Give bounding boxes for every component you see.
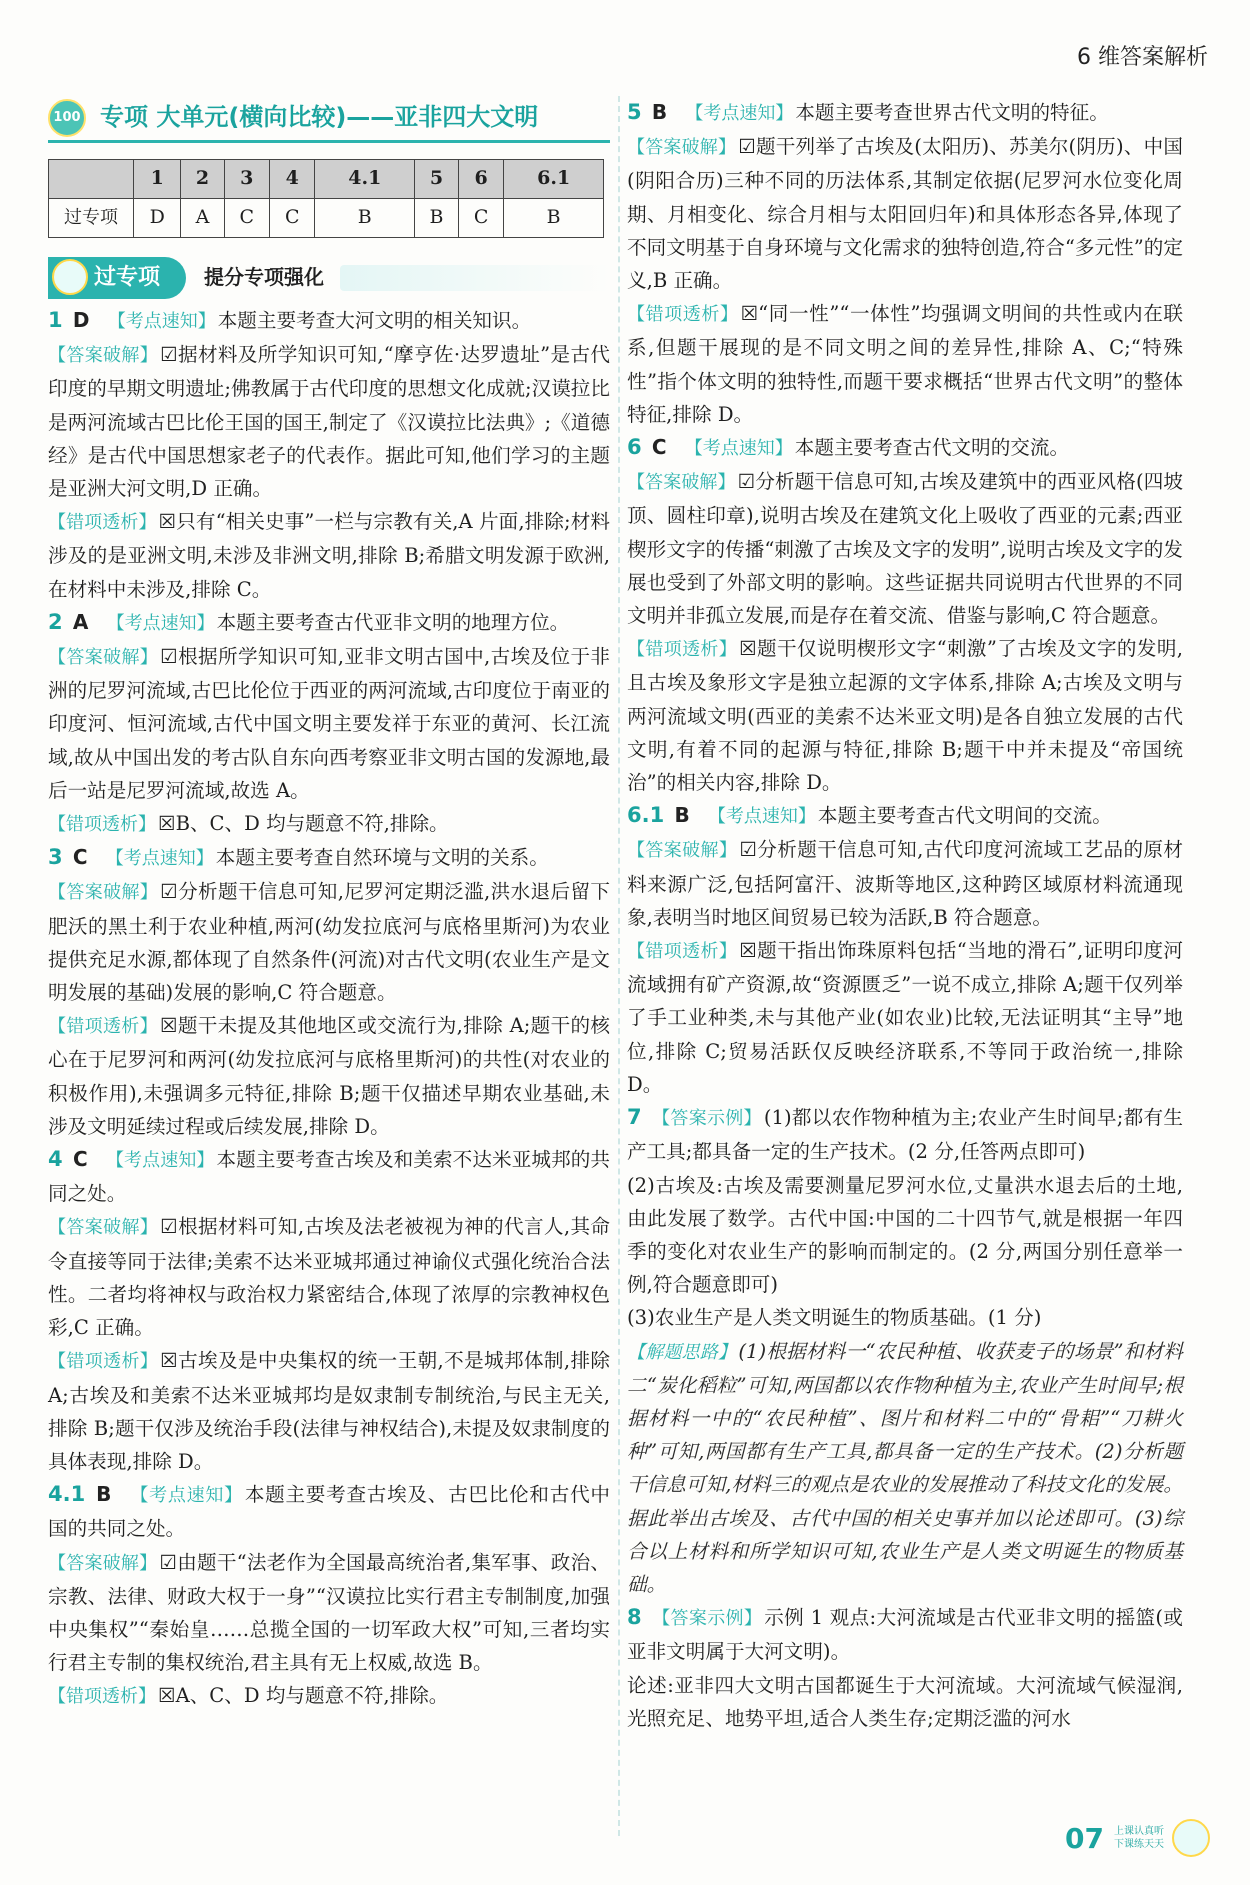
question-text: ☑根据所学知识可知,亚非文明古国中,古埃及位于非洲的尼罗河流域,古巴比伦位于西亚的两河流域,古印度位于南亚的印度河、恒河流域,古代中国文明主要发祥于东亚的黄河、长江流域,故从中国出发的考古队自东向西考察亚非文明古国的发源地,最后一站是尼罗河流域,故选 A。 <box>48 645 610 802</box>
answer-table-header <box>49 160 604 199</box>
question-number: 3 <box>48 845 63 870</box>
question-answer: C <box>72 845 88 870</box>
tag-label: 【考点速知】 <box>130 1485 243 1507</box>
question-text: 示例 1 观点:大河流域是古代亚非文明的摇篮(或亚非文明属于大河文明)。 <box>627 1606 1184 1664</box>
question-text: ☑题干列举了古埃及(太阳历)、苏美尔(阴历)、中国(阴阳合历)三种不同的历法体系,其制定依据(尼罗河水位变化周期、月相变化、综合月相与太阳回归年)和具体形态各异,体现了不同文明基于自身环境与文化需求的独特创造,符合“多元性”的定义,B 正确。 <box>627 135 1183 293</box>
question-block <box>48 1210 610 1344</box>
footer-slogan <box>1114 1825 1164 1851</box>
tag-label: 【考点速知】 <box>685 103 794 124</box>
table-header-cell: 6 <box>458 160 503 199</box>
table-cell: C <box>224 199 269 238</box>
answer-table-row <box>49 199 604 238</box>
banner-decoration <box>340 265 610 291</box>
question-number: 1 <box>48 308 63 332</box>
table-cell: D <box>134 199 181 238</box>
header-title: 6 维答案解析 <box>1077 45 1208 70</box>
tag-label: 【答案破解】 <box>48 345 159 367</box>
question-number: 4.1 <box>48 1482 86 1507</box>
question-block <box>627 799 1183 833</box>
table-cell: C <box>458 199 503 238</box>
footer-slogan-line: 下课练天天 <box>1114 1839 1164 1850</box>
footer-slogan-line: 上课认真听 <box>1114 1826 1164 1837</box>
tag-label: 【考点速知】 <box>684 438 793 460</box>
table-header-cell: 1 <box>134 160 181 199</box>
question-text: ☑据材料及所学知识可知,“摩亨佐·达罗遗址”是古代印度的早期文明遗址;佛教属于古代印度的思想文化成就;汉谟拉比是两河流域古巴比伦王国的国王,制定了《汉谟拉比法典》;《道德经》是古代中国思想家老子的代表作。据此可知,他们学习的主题是亚洲大河文明,D 正确。 <box>48 343 611 501</box>
question-block <box>48 1546 610 1680</box>
question-text: 本题主要考查世界古代文明的特征。 <box>795 101 1109 124</box>
question-block <box>48 1478 610 1545</box>
question-text: 本题主要考查自然环境与文明的关系。 <box>215 846 549 870</box>
question-block <box>48 1143 610 1210</box>
question-text: ☑分析题干信息可知,尼罗河定期泛滥,洪水退后留下肥沃的黑土利于农业种植,两河(幼发拉底河与底格里斯河)为农业提供充足水源,都体现了自然条件(河流)对古代文明(农业生产是文明发展的基础)发展的影响,C 符合题意。 <box>48 880 610 1005</box>
question-block <box>48 505 610 606</box>
section-title <box>48 96 610 143</box>
tag-label: 【错项透析】 <box>48 512 157 534</box>
question-text: ☒题干指出饰珠原料包括“当地的滑石”,证明印度河流域拥有矿产资源,故“资源匮乏”一说不成立,排除 A;题干仅列举了手工业种类,未与其他产业(如农业)比较,无法证明其“主导”地位,排除 C;贸易活跃仅反映经济联系,不等同于政治统一,排除 D。 <box>627 939 1184 1096</box>
question-block <box>48 875 610 1009</box>
table-cell: A <box>181 199 224 238</box>
tag-label: 【错项透析】 <box>48 1351 159 1373</box>
question-text: ☒古埃及是中央集权的统一王朝,不是城邦体制,排除 A;古埃及和美索不达米亚城邦均是奴隶制专制统治,与民主无关,排除 B;题干仅涉及统治手段(法律与神权结合),未提及奴隶制度的具体表现,排除 D。 <box>48 1349 610 1473</box>
table-row-label: 过专项 <box>49 199 134 238</box>
question-number: 7 <box>627 1105 642 1130</box>
tag-label: 【错项透析】 <box>627 941 738 963</box>
question-answer: B <box>674 803 690 828</box>
table-header-cell: 2 <box>181 160 224 199</box>
question-block <box>48 1344 610 1478</box>
question-text: (3)农业生产是人类文明诞生的物质基础。(1 分) <box>627 1306 1042 1330</box>
question-block <box>627 1335 1183 1602</box>
question-answer: D <box>72 308 90 332</box>
question-answer: B <box>651 100 668 124</box>
question-text: 本题主要考查古埃及、古巴比伦和古代中国的共同之处。 <box>48 1483 611 1541</box>
question-answer: B <box>96 1482 112 1507</box>
tag-label: 【解题思路】 <box>627 1341 737 1363</box>
tag-label: 【答案示例】 <box>652 1108 762 1130</box>
question-text: 本题主要考查古代亚非文明的地理方位。 <box>216 610 570 634</box>
tag-label: 【考点速知】 <box>105 848 214 870</box>
question-block <box>627 297 1183 431</box>
question-number: 5 <box>627 100 642 124</box>
question-number: 8 <box>627 1605 642 1630</box>
question-answer: C <box>651 435 667 460</box>
table-header-cell: 5 <box>415 160 459 199</box>
question-block <box>48 841 610 875</box>
question-number: 2 <box>48 609 63 634</box>
question-number: 6 <box>627 435 642 460</box>
table-cell: B <box>415 199 459 238</box>
question-text: ☒A、C、D 均与题意不符,排除。 <box>158 1684 449 1708</box>
table-header-cell: 6.1 <box>504 160 604 199</box>
question-text: (2)古埃及:古埃及需要测量尼罗河水位,丈量洪水退去后的土地,由此发展了数学。古代中国:中国的二十四节气,就是根据一年四季的变化对农业生产的影响而制定的。(2 分,两国分别任意举一例,符合题意即可) <box>627 1173 1183 1297</box>
question-block <box>48 338 610 505</box>
question-block <box>48 640 610 807</box>
tag-label: 【答案破解】 <box>627 472 736 494</box>
tag-label: 【考点速知】 <box>707 806 816 828</box>
question-block <box>627 833 1183 934</box>
question-text: 本题主要考查古代文明间的交流。 <box>817 804 1112 828</box>
question-text: ☑根据材料可知,古埃及法老被视为神的代言人,其命令直接等同于法律;美索不达米亚城邦通过神谕仪式强化统治合法性。二者均将神权与政治权力紧密结合,体现了浓厚的宗教神权色彩,C 正确。 <box>48 1215 610 1340</box>
question-block <box>627 130 1183 297</box>
question-block <box>627 632 1183 799</box>
tag-label: 【错项透析】 <box>48 1686 156 1708</box>
question-text: ☒只有“相关史事”一栏与宗教有关,A 片面,排除;材料涉及的是亚洲文明,未涉及非洲文明,排除 B;希腊文明发源于欧洲,在材料中未涉及,排除 C。 <box>48 510 611 601</box>
question-text: ☒题干仅说明楔形文字“刺激”了古埃及文字的发明,且古埃及象形文字是独立起源的文字体系,排除 A;古埃及文明与两河流域文明(西亚的美索不达米亚文明)是各自独立发展的古代文明,有着不同的起源与特征,排除 B;题干中并未提及“帝国统治”的相关内容,排除 D。 <box>627 637 1184 795</box>
question-block <box>48 1009 610 1143</box>
question-block <box>627 96 1183 130</box>
tag-label: 【考点速知】 <box>107 311 216 332</box>
footer <box>1065 1819 1210 1857</box>
banner-subtitle: 提分专项强化 <box>204 265 325 290</box>
table-cell: B <box>504 199 604 238</box>
question-text: 论述:亚非四大文明古国都诞生于大河流域。大河流域气候湿润,光照充足、地势平坦,适合人类生存;定期泛滥的河水 <box>627 1673 1183 1730</box>
section-title-text: 专项 大单元(横向比较)——亚非四大文明 <box>100 103 539 132</box>
question-number: 6.1 <box>627 803 665 828</box>
question-text: (1)根据材料一“农民种植、收获麦子的场景”和材料二“炭化稻粒”可知,两国都以农作物种植为主,农业产生时间早;根据材料一中的“农民种植”、图片和材料二中的“骨耜”“刀耕火种”可知,两国都有生产工具,都具备一定的生产技术。(2)分析题干信息可知,材料三的观点是农业的发展推动了科技文化的发展。据此举出古埃及、古代中国的相关史事并加以论述即可。(3)综合以上材料和所学知识可知,农业生产是人类文明诞生的物质基础。 <box>627 1339 1183 1596</box>
table-header-cell: 4 <box>270 160 315 199</box>
tag-label: 【错项透析】 <box>48 814 156 836</box>
tag-label: 【错项透析】 <box>48 1016 158 1038</box>
question-text: (1)都以农作物种植为主;农业产生时间早;都有生产工具;都具备一定的生产技术。(2 分,任答两点即可) <box>627 1106 1183 1164</box>
question-answer: A <box>72 609 89 634</box>
question-text: ☒题干未提及其他地区或交流行为,排除 A;题干的核心在于尼罗河和两河(幼发拉底河与底格里斯河)的共性(对农业的积极作用),未强调多元特征,排除 B;题干仅描述早期农业基础,未涉及文明延续过程或后续发展,排除 D。 <box>48 1014 610 1138</box>
question-block <box>627 431 1183 465</box>
tag-label: 【错项透析】 <box>627 304 739 326</box>
badge-icon: 100 <box>48 99 86 137</box>
tag-label: 【答案破解】 <box>48 1552 158 1574</box>
banner-pill <box>48 257 186 298</box>
mascot-icon <box>52 259 88 295</box>
tag-label: 【错项透析】 <box>627 639 738 661</box>
right-column <box>627 96 1183 1735</box>
tag-label: 【答案破解】 <box>627 137 737 159</box>
tag-label: 【答案破解】 <box>48 882 159 904</box>
question-text: 本题主要考查古代文明的交流。 <box>794 436 1070 460</box>
table-cell: B <box>315 199 415 238</box>
table-header-cell <box>49 160 134 199</box>
tag-label: 【答案破解】 <box>48 647 159 669</box>
table-header-cell: 3 <box>224 160 269 199</box>
tag-label: 【答案示例】 <box>652 1608 763 1630</box>
logo-icon <box>1172 1819 1210 1857</box>
question-text: 本题主要考查大河文明的相关知识。 <box>217 309 532 332</box>
tag-label: 【答案破解】 <box>627 840 738 862</box>
question-text: ☒“同一性”“一体性”均强调文明间的共性或内在联系,但题干展现的是不同文明之间的差异性,排除 A、C;“特殊性”指个体文明的独特性,而题干要求概括“世界古代文明”的整体特征,排除 D。 <box>627 302 1183 426</box>
tag-label: 【答案破解】 <box>48 1217 159 1239</box>
column-divider <box>618 96 620 1836</box>
tag-label: 【考点速知】 <box>105 1150 215 1172</box>
question-block <box>48 304 610 338</box>
question-block <box>627 1101 1183 1168</box>
left-column <box>48 96 610 1714</box>
banner-label: 过专项 <box>94 265 161 291</box>
question-block <box>48 807 610 841</box>
table-header-cell: 4.1 <box>315 160 415 199</box>
answer-table <box>48 159 604 238</box>
question-block <box>627 1601 1183 1668</box>
question-text: ☒B、C、D 均与题意不符,排除。 <box>158 812 449 836</box>
table-cell: C <box>270 199 315 238</box>
question-text: ☑分析题干信息可知,古埃及建筑中的西亚风格(四坡顶、圆柱印章),说明古埃及在建筑文化上吸收了西亚的元素;西亚楔形文字的传播“刺激了古埃及文字的发明”,说明古埃及文字的发展也受到了外部文明的影响。这些证据共同说明古代世界的不同文明并非孤立发展,而是存在着交流、借鉴与影响,C 符合题意。 <box>627 470 1184 628</box>
page-number: 07 <box>1065 1821 1104 1855</box>
question-text: 本题主要考查古埃及和美索不达米亚城邦的共同之处。 <box>48 1148 611 1206</box>
question-text: ☑分析题干信息可知,古代印度河流域工艺品的原材料来源广泛,包括阿富汗、波斯等地区,这种跨区域原材料流通现象,表明当时地区间贸易已较为活跃,B 符合题意。 <box>627 838 1184 929</box>
question-block <box>48 606 610 640</box>
question-block <box>627 465 1183 632</box>
sub-banner <box>48 256 610 300</box>
question-block <box>627 934 1183 1101</box>
question-text: ☑由题干“法老作为全国最高统治者,集军事、政治、宗教、法律、财政大权于一身”“汉谟拉比实行君主专制制度,加强中央集权”“秦始皇……总揽全国的一切军政大权”可知,三者均实行君主专制的集权统治,君主具有无上权威,故选 B。 <box>48 1550 610 1675</box>
question-answer: C <box>72 1147 88 1172</box>
question-number: 4 <box>48 1147 63 1172</box>
question-block <box>48 1679 610 1713</box>
tag-label: 【考点速知】 <box>106 612 215 634</box>
